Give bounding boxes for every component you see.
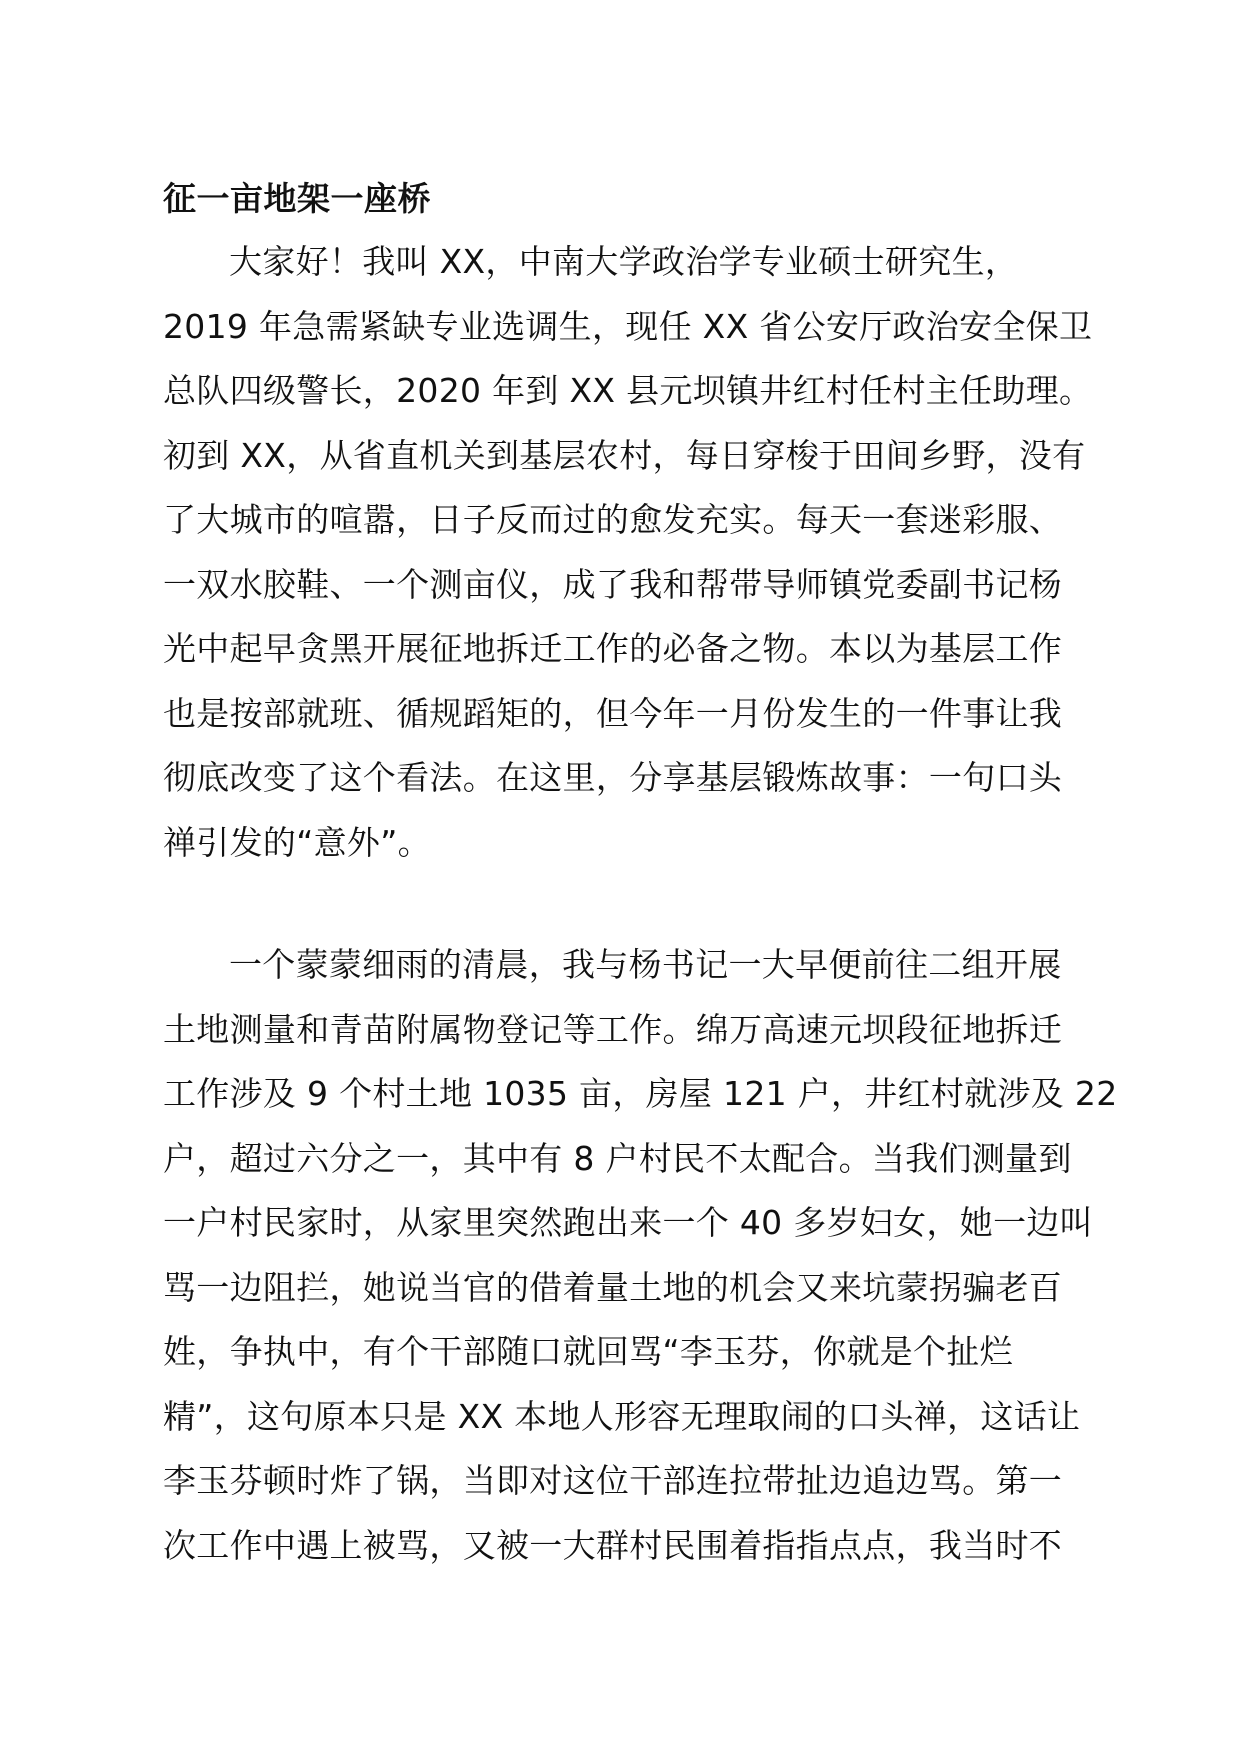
document-title: 征一亩地架一座桥: [163, 179, 431, 218]
paragraph-line: 户，超过六分之一，其中有 8 户村民不太配合。当我们测量到: [163, 1138, 1072, 1178]
paragraph-line: 土地测量和青苗附属物登记等工作。绵万高速元坝段征地拆迁: [163, 1009, 1063, 1049]
paragraph-line: 彻底改变了这个看法。在这里，分享基层锻炼故事：一句口头: [163, 758, 1063, 797]
paragraph-line: 也是按部就班、循规蹈矩的，但今年一月份发生的一件事让我: [163, 693, 1063, 733]
paragraph-line: 光中起早贪黑开展征地拆迁工作的必备之物。本以为基层工作: [163, 629, 1063, 668]
paragraph-line: 工作涉及 9 个村土地 1035 亩，房屋 121 户，井红村就涉及 22: [163, 1074, 1118, 1113]
paragraph-story: [163, 933, 1117, 1578]
paragraph-line: 精”，这句原本只是 XX 本地人形容无理取闹的口头禅，这话让: [163, 1396, 1081, 1436]
paragraph-line: 2019 年急需紧缺专业选调生，现任 XX 省公安厅政治安全保卫: [163, 306, 1093, 346]
paragraph-line: 一双水胶鞋、一个测亩仪，成了我和帮带导师镇党委副书记杨: [163, 564, 1063, 604]
paragraph-line: 姓，争执中，有个干部随口就回骂“李玉芬，你就是个扯烂: [163, 1332, 1013, 1371]
paragraph-line: 了大城市的喧嚣，日子反而过的愈发充实。每天一套迷彩服、: [163, 500, 1063, 539]
paragraph-line: 总队四级警长，2020 年到 XX 县元坝镇井红村任村主任助理。: [163, 371, 1093, 410]
paragraph-line: 初到 XX，从省直机关到基层农村，每日穿梭于田间乡野，没有: [163, 435, 1086, 475]
paragraph-line: 骂一边阻拦，她说当官的借着量土地的机会又来坑蒙拐骗老百: [163, 1267, 1063, 1307]
paragraph-line: 一户村民家时，从家里突然跑出来一个 40 多岁妇女，她一边叫: [163, 1203, 1093, 1242]
paragraph-line: 次工作中遇上被骂，又被一大群村民围着指指点点，我当时不: [163, 1525, 1063, 1565]
paragraph-line: 李玉芬顿时炸了锅，当即对这位干部连拉带扯边追边骂。第一: [163, 1461, 1063, 1500]
paragraph-line: 一个蒙蒙细雨的清晨，我与杨书记一大早便前往二组开展: [229, 945, 1062, 984]
paragraph-intro: [163, 230, 1092, 875]
paragraph-line: 大家好！我叫 XX，中南大学政治学专业硕士研究生，: [229, 242, 1019, 281]
paragraph-line: 禅引发的“意外”。: [163, 822, 431, 862]
